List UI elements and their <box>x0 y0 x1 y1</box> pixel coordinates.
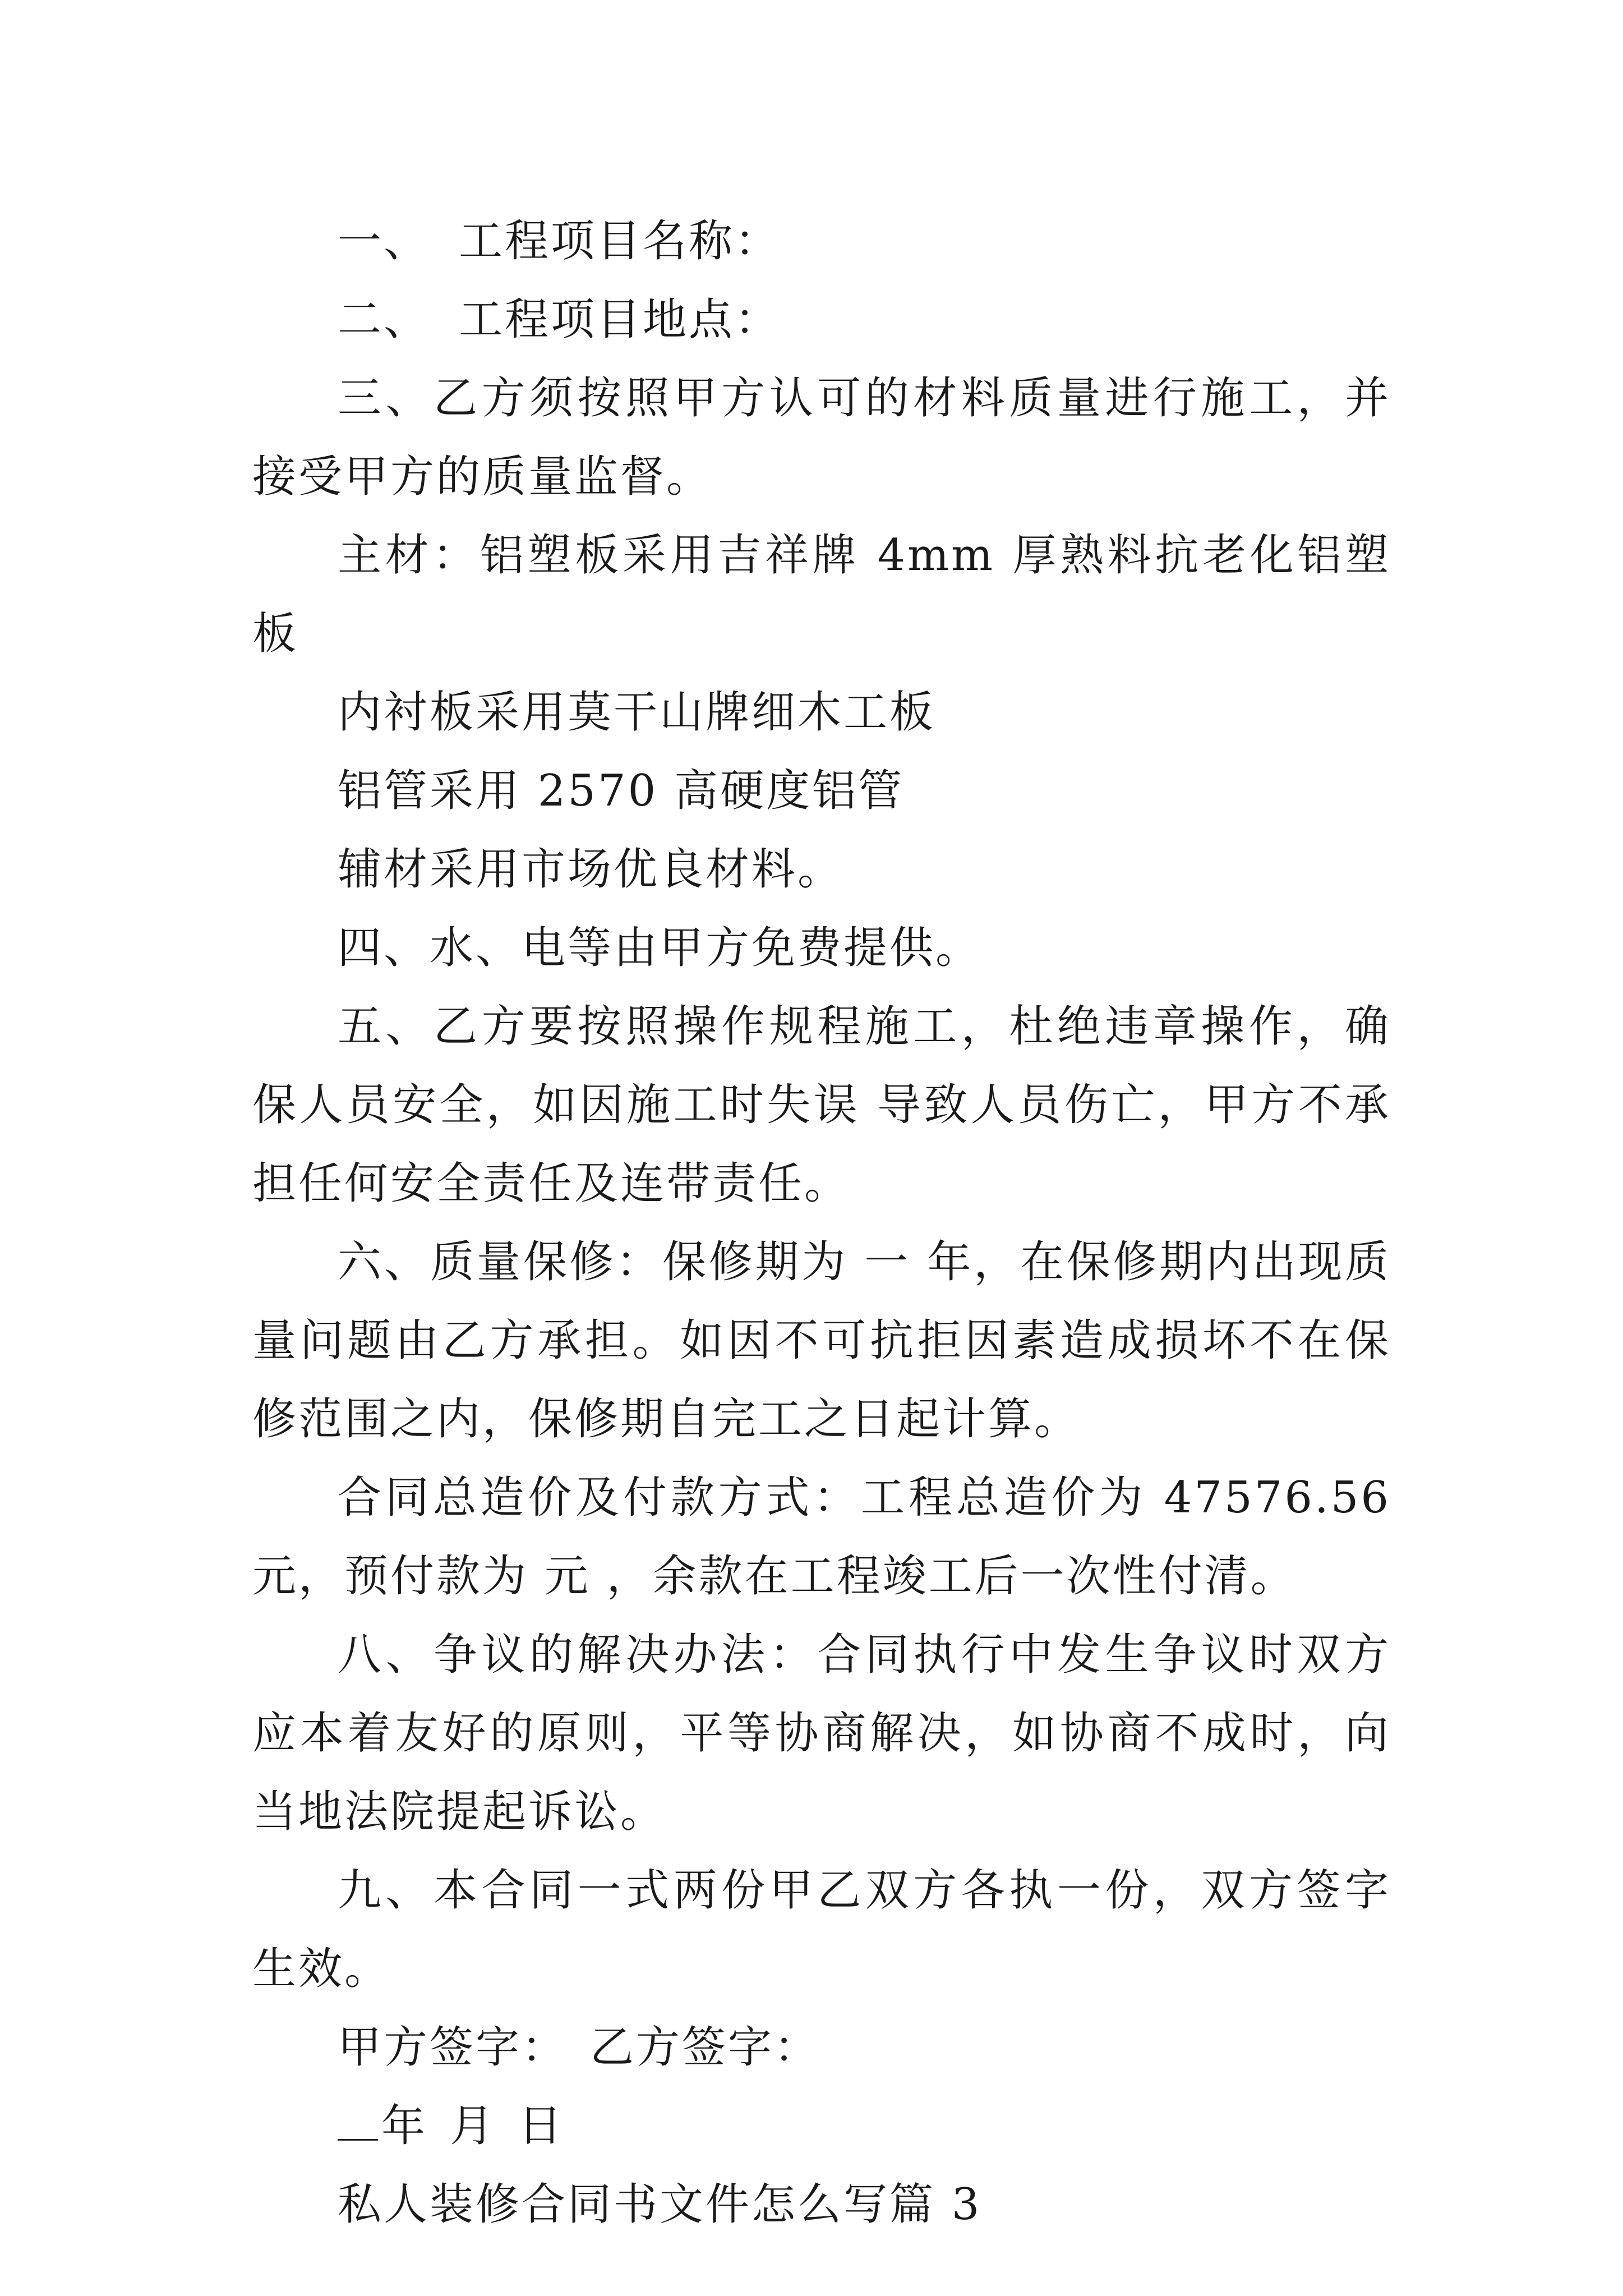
item-6-warranty: 六、质量保修：保修期为 一 年，在保修期内出现质量问题由乙方承担。如因不可抗拒因素造成损坏不在保修范围之内，保修期自完工之日起计算。 <box>252 1237 1391 1444</box>
item-1-label: 工程项目名称： <box>459 216 781 266</box>
contract-price-payment: 合同总造价及付款方式：工程总造价为 47576.56 元，预付款为 元 ，余款在工程竣工后一次性付清。 <box>252 1473 1391 1602</box>
auxiliary-material-line: 辅材采用市场优良材料。 <box>338 844 844 895</box>
party-a-signature-label: 甲方签字： <box>338 2022 568 2073</box>
date-month-label: 月 <box>450 2101 496 2151</box>
signature-line <box>252 2008 1391 2087</box>
item-2-label: 工程项目地点： <box>459 295 781 345</box>
item-2-number: 二、 <box>338 295 430 345</box>
item-9-copies: 九、本合同一式两份甲乙双方各执一份，双方签字生效。 <box>252 1865 1391 1994</box>
date-blank-underline <box>338 2100 378 2141</box>
party-b-signature-label: 乙方签字： <box>590 2022 820 2073</box>
item-8-dispute-resolution: 八、争议的解决办法：合同执行中发生争议时双方应本着友好的原则，平等协商解决，如协商不成时，向当地法院提起诉讼。 <box>252 1630 1391 1837</box>
next-section-title: 私人装修合同书文件怎么写篇 3 <box>338 2179 982 2230</box>
date-year-label: 年 <box>381 2101 428 2151</box>
date-day-label: 日 <box>518 2101 565 2151</box>
lining-board-line: 内衬板采用莫干山牌细木工板 <box>338 687 936 738</box>
date-line <box>252 2087 1391 2165</box>
item-1-project-name <box>252 202 1391 280</box>
main-material-line: 主材：铝塑板采用吉祥牌 4mm 厚熟料抗老化铝塑板 <box>252 530 1391 659</box>
item-3-material-quality: 三、乙方须按照甲方认可的材料质量进行施工，并接受甲方的质量监督。 <box>252 373 1391 502</box>
item-5-safety: 五、乙方要按照操作规程施工，杜绝违章操作，确保人员安全，如因施工时失误 导致人员伤亡，甲方不承担任何安全责任及连带责任。 <box>252 1001 1391 1209</box>
aluminum-pipe-line: 铝管采用 2570 高硬度铝管 <box>338 766 905 816</box>
item-1-number: 一、 <box>338 216 430 266</box>
item-2-project-location <box>252 280 1391 359</box>
document-body <box>252 202 1391 2244</box>
item-4-utilities: 四、水、电等由甲方免费提供。 <box>338 923 982 973</box>
